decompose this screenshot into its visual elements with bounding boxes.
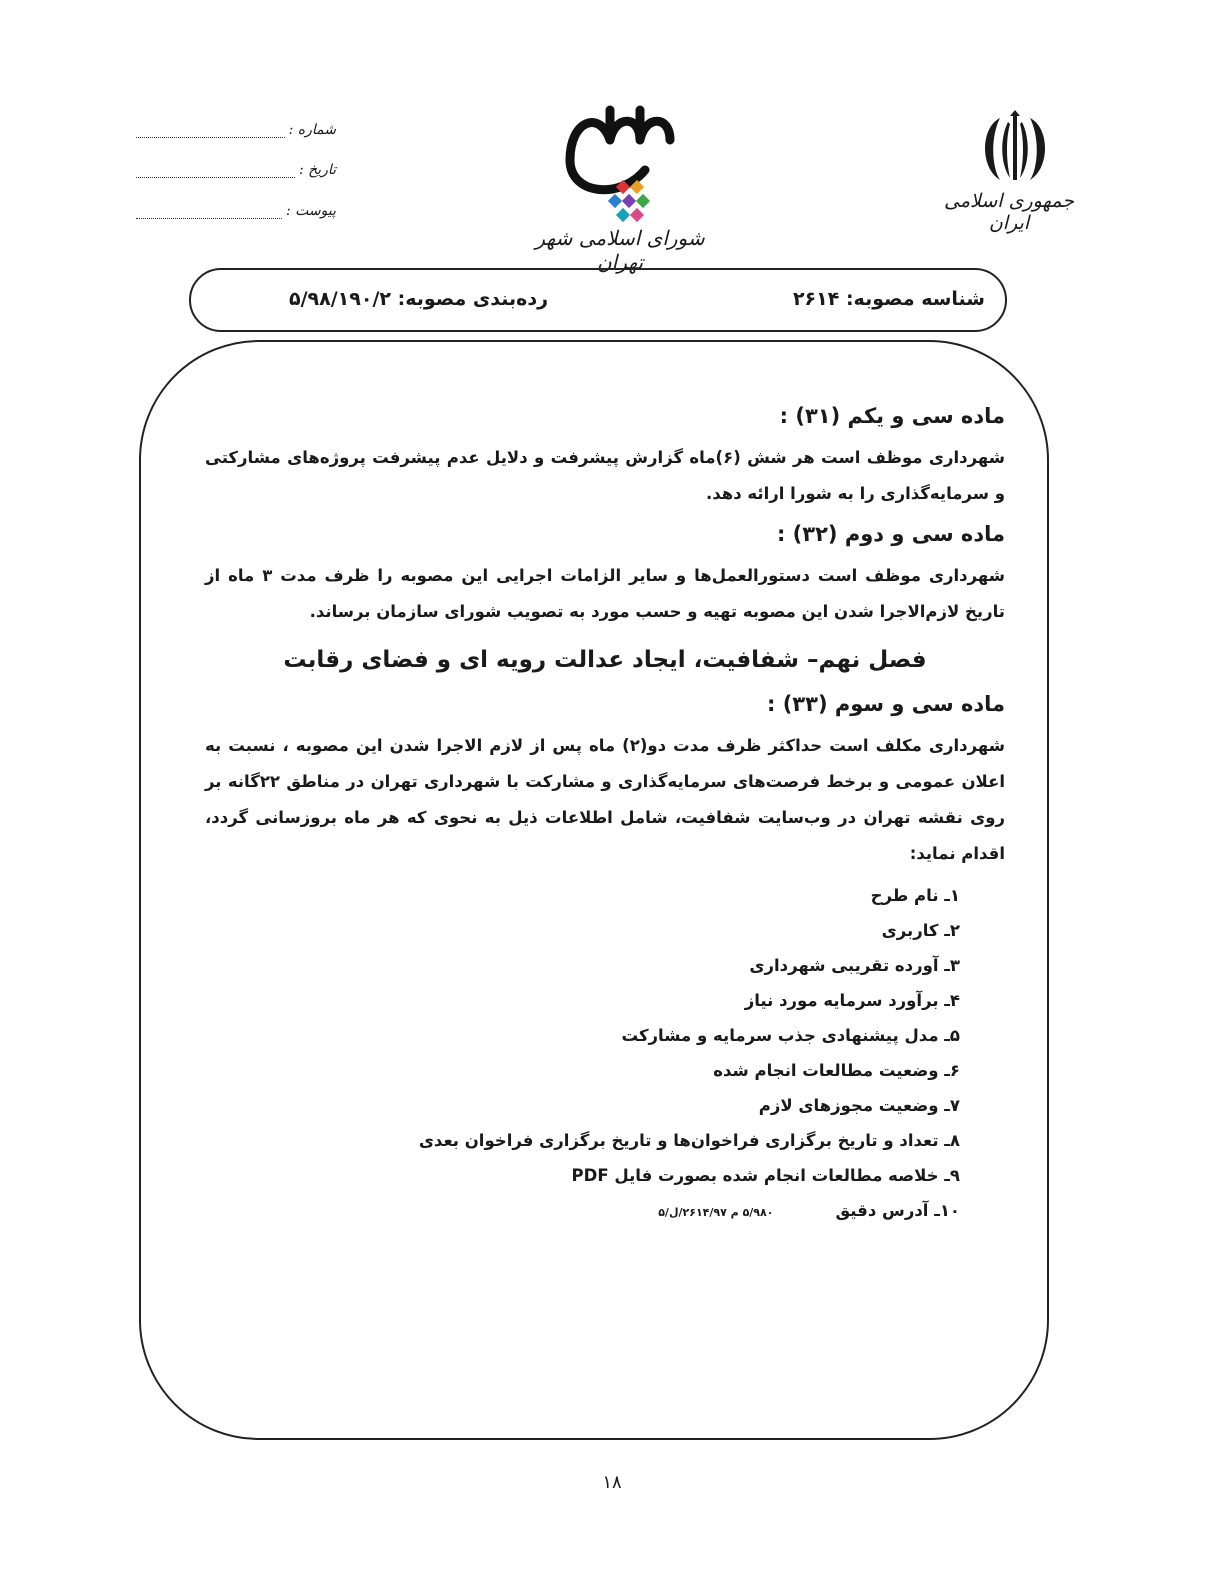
list-item: ۷ـ وضعیت مجوزهای لازم: [758, 1096, 960, 1115]
country-name: جمهوری اسلامی ایران: [944, 190, 1074, 234]
list-item: ۸ـ تعداد و تاریخ برگزاری فراخوان‌ها و تاریخ برگزاری فراخوان بعدی: [418, 1131, 960, 1150]
document-body: [205, 400, 1005, 1230]
resolution-classification: رده‌بندی مصوبه: ۵/۹۸/۱۹۰/۲: [289, 288, 549, 310]
footer-code: ۵/۹۸۰ م ۲۶۱۴/۹۷/ل/۵: [658, 1206, 774, 1219]
article-33-title: ماده سی و سوم (۳۳) :: [766, 692, 1005, 716]
attachment-label: پیوست :: [286, 203, 336, 219]
council-logo-icon: [560, 100, 680, 225]
iran-emblem-icon: [970, 108, 1060, 188]
number-label: شماره :: [288, 122, 336, 138]
attachment-field: [136, 197, 336, 219]
list-item: ۵ـ مدل پیشنهادی جذب سرمایه و مشارکت: [621, 1026, 960, 1045]
article-32-text: شهرداری موظف است دستورالعمل‌ها و سایر الزامات اجرایی این مصوبه را ظرف مدت ۳ ماه از تاریخ لازم‌الاجرا شدن این مصوبه تهیه و حسب مورد به تصویب شورای سازمان برساند.: [205, 566, 1005, 621]
article-33-text: شهرداری مکلف است حداکثر ظرف مدت دو(۲) ماه پس از لازم الاجرا شدن این مصوبه ، نسبت به اعلان عمومی و برخط فرصت‌های سرمایه‌گذاری و مشارکت با شهرداری تهران در مناطق ۲۲گانه بر روی نقشه تهران در وب‌سایت شفافیت، شامل اطلاعات ذیل به نحوی که هر ماه بروزسانی گردد، اقدام نماید:: [205, 736, 1005, 863]
list-item: ۱۰ـ آدرس دقیق ۵/۹۸۰ م ۲۶۱۴/۹۷/ل/۵: [205, 1193, 960, 1230]
article-32-title: ماده سی و دوم (۳۲) :: [776, 522, 1005, 546]
number-field: [136, 116, 336, 138]
list-item: ۲ـ کاربری: [881, 921, 960, 940]
article-31-text: شهرداری موظف است هر شش (۶)ماه گزارش پیشرفت و دلایل عدم پیشرفت پروژه‌های مشارکتی و سرمایه‌گذاری را به شورا ارائه دهد.: [205, 448, 1005, 503]
list-item: ۳ـ آورده تقریبی شهرداری: [749, 956, 960, 975]
page-number: ۱۸: [602, 1472, 622, 1493]
resolution-id: شناسه مصوبه: ۲۶۱۴: [792, 288, 985, 310]
date-field: [136, 156, 336, 178]
resolution-id-box: [189, 268, 1007, 332]
list-item: ۴ـ برآورد سرمایه مورد نیاز: [744, 991, 960, 1010]
attachment-dots: [136, 204, 282, 219]
list-item: ۹ـ خلاصه مطالعات انجام شده بصورت فایل PDF: [571, 1166, 960, 1185]
list-item: ۶ـ وضعیت مطالعات انجام شده: [713, 1061, 960, 1080]
article-31-title: ماده سی و یکم (۳۱) :: [779, 404, 1005, 428]
date-label: تاریخ :: [298, 162, 336, 178]
info-list: [205, 878, 1005, 1230]
council-name: شورای اسلامی شهر تهران: [535, 226, 705, 274]
number-dots: [136, 123, 285, 138]
date-dots: [136, 163, 295, 178]
list-item: ۱ـ نام طرح: [870, 886, 960, 905]
chapter-title: فصل نهم– شفافیت، ایجاد عدالت رویه ای و فضای رقابت: [283, 647, 927, 673]
